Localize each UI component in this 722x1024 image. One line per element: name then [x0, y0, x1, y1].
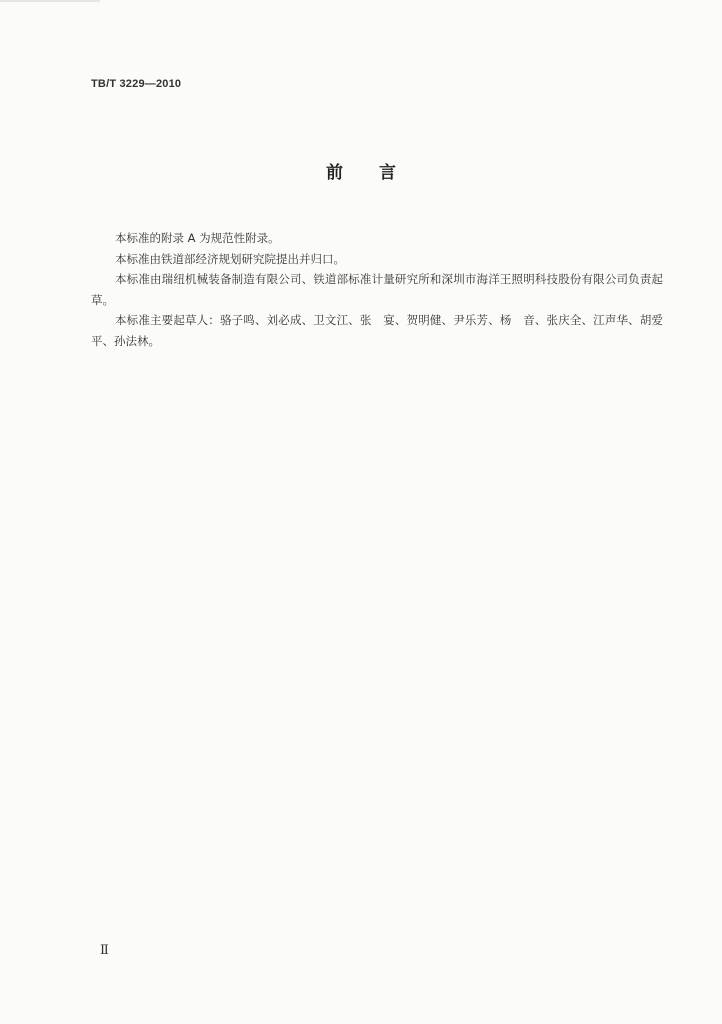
paragraph-proposer: 本标准由铁道部经济规划研究院提出并归口。	[115, 251, 345, 266]
paragraph-drafters: 本标准主要起草人：骆子鸣、刘必成、卫文江、张 宴、贺明健、尹乐芳、杨 音、张庆全、江声华、胡爱平、孙法林。	[91, 313, 663, 348]
paragraph-drafting-units: 本标准由瑞纽机械装备制造有限公司、铁道部标准计量研究所和深圳市海洋王照明科技股份有限公司负责起草。	[91, 272, 663, 307]
paragraph-appendix: 本标准的附录 A 为规范性附录。	[115, 231, 280, 245]
standard-number: TB/T 3229—2010	[91, 78, 182, 90]
page-title: 前言	[326, 163, 432, 183]
foreword-body	[91, 228, 663, 351]
page-number: Ⅱ	[100, 942, 109, 957]
scan-edge	[0, 0, 100, 2]
